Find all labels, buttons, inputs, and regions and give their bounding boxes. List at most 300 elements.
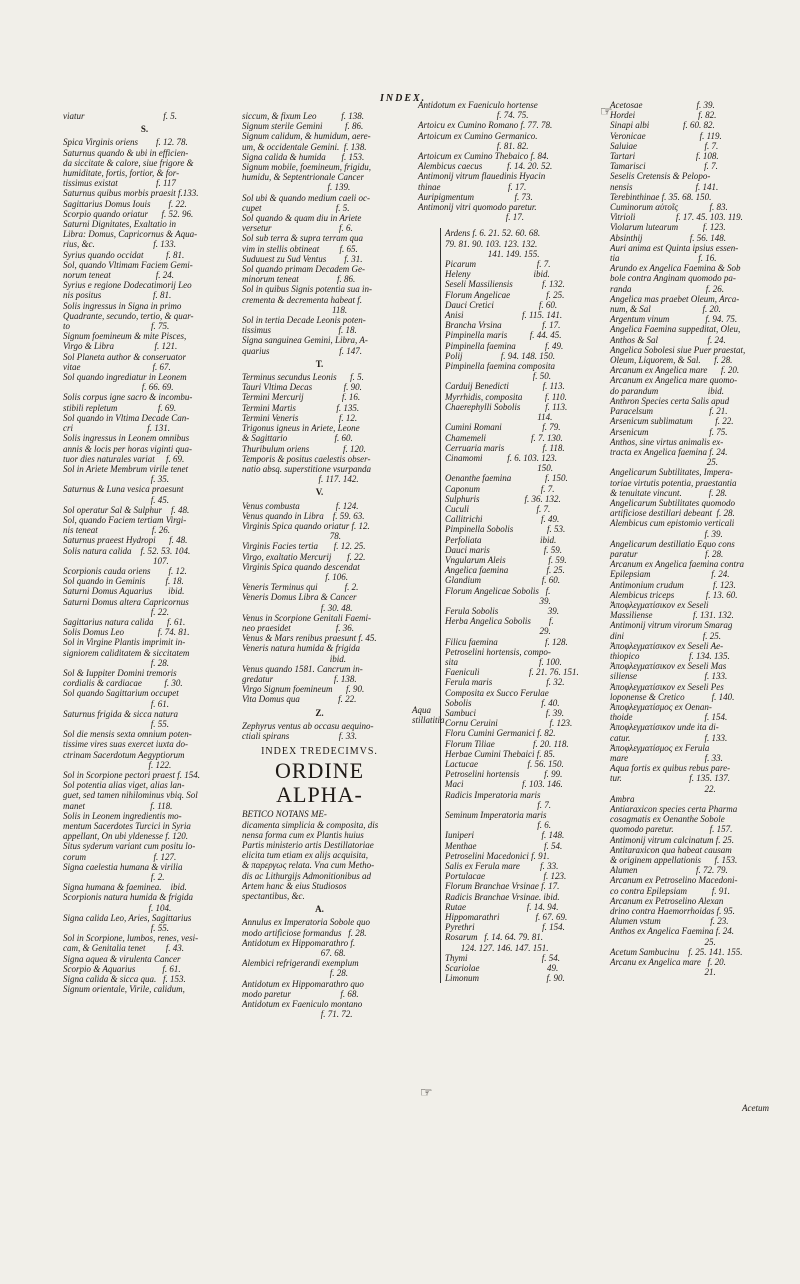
index-entry: Antimonij vitrum calcinatum f. 25. bbox=[610, 834, 734, 845]
index-entry: Cinamomi f. 6. 103. 123. bbox=[445, 452, 558, 463]
index-entry: Hippomarathri f. 67. 69. bbox=[445, 912, 568, 923]
index-entry: Anthron Species certa Salis apud bbox=[610, 395, 730, 406]
index-entry: Arcanum ex Petroselino Alexan bbox=[610, 895, 724, 906]
index-entry: Thymi f. 54. bbox=[445, 952, 561, 963]
index-entry: Argentum vinum f. 94. 75. bbox=[610, 314, 738, 325]
index-entry: Filicu faemina f. 128. bbox=[445, 636, 568, 647]
index-entry: cordialis & cardiacae f. 30. bbox=[63, 678, 183, 689]
index-entry: Solis Domus Leo f. 74. 81. bbox=[63, 627, 190, 638]
index-entry: Alumen vstum f. 23. bbox=[610, 916, 729, 927]
index-entry: annis & locis per horas viginti qua- bbox=[63, 443, 192, 454]
index-entry: Faeniculi f. 21. 76. 151. bbox=[445, 667, 579, 678]
index-entry: Rosarum f. 14. 64. 79. 81. bbox=[445, 932, 544, 943]
index-entry: 29. bbox=[445, 626, 551, 637]
index-entry: Venus in Scorpione Genitali Faemi- bbox=[242, 612, 371, 623]
index-entry: Sol Planeta author & conseruator bbox=[63, 351, 186, 362]
index-entry: corum f. 127. bbox=[63, 851, 177, 862]
index-entry: 114. bbox=[445, 412, 553, 423]
page-header: INDEX. bbox=[380, 93, 427, 104]
index-entry: do parandum ibid. bbox=[610, 385, 725, 396]
index-intro-line: BETICO NOTANS ME- bbox=[242, 809, 327, 820]
index-entry: Alembici refrigerandi exemplum bbox=[242, 958, 359, 969]
index-title: INDEX TREDECIMVS. bbox=[261, 746, 378, 758]
index-entry: Solis ingressus in Signa in primo bbox=[63, 300, 182, 311]
index-entry: Florum Angelicae Sobolis f. bbox=[445, 585, 551, 596]
index-entry: Pimpinella faemina f. 49. bbox=[445, 340, 564, 351]
index-intro-line: spectantibus, &c. bbox=[242, 891, 305, 902]
index-entry: ctrinam Sacerdotum Aegyptiorum bbox=[63, 749, 185, 760]
index-entry: thinae f. 17. bbox=[418, 181, 527, 192]
index-entry: Angelicarum destillatio Equo cons bbox=[610, 538, 735, 549]
index-entry: Solis in Leonem ingredientis mo- bbox=[63, 810, 182, 821]
index-column-2 bbox=[242, 111, 397, 1019]
index-entry: Sol quando ingrediatur in Leonem bbox=[63, 372, 187, 383]
index-entry: f. 28. bbox=[242, 968, 349, 979]
index-entry: Myrrhidis, composita f. 110. bbox=[445, 391, 567, 402]
index-entry: Florum Tiliae f. 20. 118. bbox=[445, 738, 569, 749]
index-entry: Sol quando primam Decadem Ge- bbox=[242, 264, 365, 275]
index-entry: Ἀποφλεγματίσικον ex Seseli Mas bbox=[610, 661, 727, 672]
index-entry: Florum Angelicae f. 25. bbox=[445, 289, 565, 300]
index-intro-line: & παρεργως relata. Vna cum Metho- bbox=[242, 860, 375, 871]
index-entry: f. 22. bbox=[63, 606, 170, 617]
index-entry: Seminum Imperatoria maris bbox=[445, 810, 547, 821]
index-entry: mare f. 33. bbox=[610, 753, 723, 763]
index-entry: tur. f. 135. 137. bbox=[610, 773, 731, 784]
index-entry: Venus combusta f. 124. bbox=[242, 500, 359, 511]
index-entry: Tauri Vltima Decas f. 90. bbox=[242, 382, 362, 393]
index-entry: thoide f. 154. bbox=[610, 712, 728, 723]
index-entry: modo paretur f. 68. bbox=[242, 988, 359, 999]
index-entry: Sol ubi & quando medium caeli oc- bbox=[242, 192, 370, 203]
index-entry: Salis ex Ferula mare f. 33. bbox=[445, 861, 559, 872]
index-entry: f. 81. 82. bbox=[418, 140, 529, 151]
index-intro-line: nensa forma cum ex Plantis huius bbox=[242, 829, 364, 840]
index-entry: Arsenicum sublimatum f. 22. bbox=[610, 416, 734, 427]
index-entry: manet f. 118. bbox=[63, 800, 173, 811]
index-entry: Virgo & Libra f. 121. bbox=[63, 341, 178, 352]
index-entry: catur. f. 133. bbox=[610, 732, 728, 743]
index-entry: f. 104. bbox=[63, 902, 172, 913]
index-entry: & Sagittario f. 60. bbox=[242, 433, 353, 444]
index-entry: f. 122. bbox=[63, 759, 172, 770]
index-entry: Sol in quibus Signis potentia sua in- bbox=[242, 284, 373, 295]
index-entry: & tenuitate vincunt. f. 28. bbox=[610, 487, 727, 498]
index-entry: Saturnus quibus morbis praesit f.133. bbox=[63, 188, 199, 199]
index-entry: f. 66. 69. bbox=[63, 382, 174, 393]
index-entry: viatur f. 5. bbox=[63, 111, 177, 121]
index-entry: Tamarisci f. 7. bbox=[610, 161, 718, 172]
index-entry: Maci f. 103. 146. bbox=[445, 779, 563, 790]
index-entry: Antimonij vitrum flauedinis Hyacin bbox=[418, 171, 546, 182]
index-entry: Herbae Cumini Thebaici f. 85. bbox=[445, 748, 555, 759]
index-entry: Scorpio & Aquarius f. 61. bbox=[63, 963, 181, 974]
index-column-1 bbox=[63, 111, 226, 994]
index-entry: ctiali spirans f. 33. bbox=[242, 730, 358, 741]
index-entry: Solis corpus igne sacro & incombu- bbox=[63, 392, 193, 403]
index-entry: Sagittarius Domus Iouis f. 22. bbox=[63, 198, 187, 209]
index-entry: Venus & Mars renibus praesunt f. 45. bbox=[242, 633, 377, 644]
index-entry: Ἀποφλεγματίσμος ex Oenan- bbox=[610, 701, 712, 712]
index-entry: Radicis Imperatoria maris bbox=[445, 789, 541, 800]
index-entry: signiorem caliditatem & siccitatem bbox=[63, 647, 190, 658]
index-entry: Ambra bbox=[610, 793, 635, 804]
index-entry: Rutae f. 14. 94. bbox=[445, 901, 559, 912]
index-entry: sita f. 100. bbox=[445, 656, 562, 667]
index-entry: Chamemeli f. 7. 130. bbox=[445, 432, 563, 443]
index-column-4 bbox=[610, 100, 770, 977]
index-entry: Sol in Scorpione pectori praest f. 154. bbox=[63, 770, 200, 780]
index-entry: f. 74. 75. bbox=[418, 110, 529, 121]
index-entry: nis positus f. 81. bbox=[63, 290, 172, 301]
index-entry: Termini Veneris f. 12. bbox=[242, 412, 358, 423]
index-entry: Ferula Sobolis 39. bbox=[445, 605, 559, 616]
index-entry: humiditate, fortis, fortior, & for- bbox=[63, 168, 180, 179]
index-entry: Signa sanguinea Gemini, Libra, A- bbox=[242, 335, 368, 346]
index-entry: ibid. bbox=[242, 653, 347, 664]
index-entry: Veneris natura humida & frigida bbox=[242, 643, 361, 654]
index-entry: Pyrethri f. 154. bbox=[445, 922, 565, 933]
index-entry: Angelica Sobolesi siue Puer praestat, bbox=[610, 344, 746, 355]
index-entry: Saluiae f. 7. bbox=[610, 140, 719, 151]
index-entry: Cuminorum αὐτοῖς f. 83. bbox=[610, 202, 728, 213]
pointing-hand-icon: ☞ bbox=[420, 1086, 433, 1101]
index-entry: Signa aquea & virulenta Cancer bbox=[63, 953, 181, 964]
index-entry: Signa calida & sicca qua. f. 153. bbox=[63, 974, 186, 985]
index-entry: Antimonium crudum f. 123. bbox=[610, 579, 736, 590]
index-entry: Seseli Massiliensis f. 132. bbox=[445, 279, 565, 290]
index-entry: Saturni Domus altera Capricornus bbox=[63, 596, 189, 607]
index-entry: Cuculi f. 7. bbox=[445, 503, 551, 514]
index-entry: Sambuci f. 39. bbox=[445, 707, 564, 718]
index-entry: humidu, & Septentrionale Cancer bbox=[242, 172, 364, 183]
index-entry: & originem appellationis f. 153. bbox=[610, 855, 738, 866]
index-entry: Virginis Spica quando oriatur f. 12. bbox=[242, 520, 370, 531]
index-entry: thiopico f. 134. 135. bbox=[610, 650, 730, 661]
index-entry: Lactucae f. 56. 150. bbox=[445, 759, 564, 769]
index-intro-line: dis ac Lithurgijs Admonitionibus ad bbox=[242, 870, 372, 881]
index-entry: cupet f. 5. bbox=[242, 202, 350, 213]
index-entry: Saturnus & Luna vesica praesunt bbox=[63, 484, 184, 495]
index-entry: Arcanum ex Angelica faemina contra bbox=[610, 559, 744, 570]
index-entry: Syrius quando occidat f. 81. bbox=[63, 249, 185, 260]
index-entry: Sol quando & quam diu in Ariete bbox=[242, 213, 362, 224]
index-entry: Veneris Terminus qui f. 2. bbox=[242, 582, 359, 593]
index-entry: Anisi f. 115. 141. bbox=[445, 310, 563, 321]
index-column-3 bbox=[418, 100, 583, 983]
index-entry: versetur f. 6. bbox=[242, 223, 353, 234]
index-entry: natio absq. superstitione vsurpanda bbox=[242, 463, 372, 474]
index-entry: Scariolae 49. bbox=[445, 963, 559, 974]
index-entry: bole contra Anginam quomodo pa- bbox=[610, 273, 736, 284]
index-entry: Zephyrus ventus ab occasu aequino- bbox=[242, 720, 374, 731]
index-entry: tissime vires suas exercet iuxta do- bbox=[63, 739, 189, 750]
index-entry: tracta ex Angelica faemina f. 24. bbox=[610, 446, 728, 457]
index-entry: f. 6. bbox=[445, 820, 552, 831]
index-entry: Venus quando 1581. Cancrum in- bbox=[242, 663, 363, 674]
index-entry: Epilepsiam f. 24. bbox=[610, 569, 730, 580]
index-entry: Massiliense f. 131. 132. bbox=[610, 610, 734, 621]
index-entry: Trigonus igneus in Ariete, Leone bbox=[242, 423, 360, 434]
index-entry: Terebinthinae f. 35. 68. 150. bbox=[610, 191, 712, 202]
index-entry: f. 61. bbox=[63, 698, 170, 709]
index-entry: Arsenicum f. 75. bbox=[610, 426, 728, 437]
index-entry: 22. bbox=[610, 783, 716, 794]
index-entry: Floru Cumini Germanici f. 82. bbox=[445, 728, 556, 739]
index-entry: Vngularum Aleis f. 59. bbox=[445, 554, 567, 565]
index-intro-line: elicita tum etiam ex alijs acquisita, bbox=[242, 850, 368, 861]
index-entry: f. 106. bbox=[242, 571, 349, 582]
index-entry: Ἀποφλεγματίσικον ex Seseli Ae- bbox=[610, 640, 724, 651]
index-entry: Sol in Ariete Membrum virile tenet bbox=[63, 463, 189, 474]
index-entry: Sol, quando Vltimam Faciem Gemi- bbox=[63, 259, 193, 270]
index-entry: Solis ingressus in Leonem omnibus bbox=[63, 433, 190, 444]
index-entry: Herba Angelica Sobolis f. bbox=[445, 616, 554, 627]
index-entry: Portulacae f. 123. bbox=[445, 871, 567, 882]
index-entry: randa f. 26. bbox=[610, 283, 725, 294]
index-entry: 141. 149. 155. bbox=[445, 248, 540, 259]
index-entry: Signum calidum, & humidum, aere- bbox=[242, 131, 371, 142]
index-entry: Composita ex Succo Ferulae bbox=[445, 687, 549, 698]
index-entry: Carduij Benedicti f. 113. bbox=[445, 381, 565, 392]
index-entry: loponense & Cretico f. 140. bbox=[610, 691, 735, 702]
index-entry: Radicis Branchae Vrsinae. ibid. bbox=[445, 891, 560, 902]
index-entry: Signum mobile, foemineum, frigidu, bbox=[242, 162, 371, 173]
index-entry: to f. 75. bbox=[63, 321, 170, 332]
index-entry: f. 117. 142. bbox=[242, 474, 359, 485]
index-entry: Spica Virginis oriens f. 12. 78. bbox=[63, 137, 188, 148]
index-entry: nis teneat f. 26. bbox=[63, 525, 170, 536]
index-entry: 79. 81. 90. 103. 123. 132. bbox=[445, 238, 538, 249]
index-entry: Signa caelestia humana & virilia bbox=[63, 861, 183, 872]
index-entry: f. 7. bbox=[445, 799, 552, 810]
index-entry: Sol sub terra & supra terram qua bbox=[242, 233, 364, 244]
index-entry: Petroselini Macedonici f. 91. bbox=[445, 850, 550, 861]
index-entry: V. bbox=[315, 487, 324, 498]
index-entry: f. 55. bbox=[63, 923, 170, 934]
index-entry: Angelica Faemina suppeditat, Oleu, bbox=[610, 324, 741, 335]
index-entry: gredatur f. 138. bbox=[242, 673, 357, 684]
index-entry: Dauci Cretici f. 60. bbox=[445, 299, 558, 310]
index-entry: Scorpionis natura humida & frigida bbox=[63, 892, 194, 903]
index-entry: Virgo, exaltatio Mercurij f. 22. bbox=[242, 551, 366, 562]
index-entry: Signum sterile Gemini f. 86. bbox=[242, 121, 364, 132]
index-entry: Sol operatur Sal & Sulphur f. 48. bbox=[63, 504, 190, 515]
index-entry: Acetum Sambucinu f. 25. 141. 155. bbox=[610, 946, 743, 957]
index-entry: Veneris Domus Libra & Cancer bbox=[242, 592, 357, 603]
index-entry: norum teneat f. 24. bbox=[63, 270, 174, 281]
index-entry: Saturni Dignitates, Exaltatio in bbox=[63, 219, 176, 230]
index-entry: artificiose destillari debeant f. 28. bbox=[610, 508, 735, 519]
index-entry: Ἀποφλεγματίσικον unde ita di- bbox=[610, 722, 719, 733]
index-entry: Sol & Iuppiter Domini tremoris bbox=[63, 667, 177, 678]
index-entry: Antimonij vitri quomodo paretur. bbox=[418, 202, 537, 213]
index-entry: num, & Sal f. 20. bbox=[610, 304, 721, 315]
index-entry: vim in stellis obtineat f. 65. bbox=[242, 243, 358, 254]
index-intro-line: Partis ministerio artis Destillatoriae bbox=[242, 840, 374, 850]
index-entry: Sulphuris f. 36. 132. bbox=[445, 493, 561, 504]
index-entry: Pimpinella faemina composita bbox=[445, 361, 555, 372]
index-entry: appellant, On ubi yldenesse f. 120. bbox=[63, 831, 188, 842]
index-entry: Petroselini hortensis, compo- bbox=[445, 646, 551, 657]
index-entry: Caponum f. 7. bbox=[445, 483, 555, 494]
index-entry: 67. 68. bbox=[242, 948, 346, 959]
index-entry: Z. bbox=[315, 707, 324, 718]
index-entry: f. 55. bbox=[63, 718, 170, 729]
index-entry: vitae f. 67. bbox=[63, 361, 171, 372]
index-entry: Angelicarum Subtilitates, Impera- bbox=[610, 467, 733, 478]
index-entry: Saturnus praeest Hydropi f. 48. bbox=[63, 535, 188, 546]
index-entry: Antitaraxicon qua habeat causam bbox=[610, 844, 732, 855]
index-entry: Sol quando in Geminis f. 18. bbox=[63, 576, 184, 587]
index-entry: Ardens f. 6. 21. 52. 60. 68. bbox=[445, 228, 541, 239]
index-entry: T. bbox=[315, 358, 324, 369]
index-entry: Arcanum ex Angelica mare quomo- bbox=[610, 375, 738, 386]
index-entry: Iuniperi f. 148. bbox=[445, 830, 565, 841]
index-entry: Solis natura calida f. 52. 53. 104. bbox=[63, 545, 191, 556]
index-entry: Quadrante, secundo, tertio, & quar- bbox=[63, 310, 194, 321]
index-entry: f. 28. bbox=[63, 657, 170, 668]
index-entry: modo artificiose formandus f. 28. bbox=[242, 927, 367, 938]
index-entry: Sol in Virgine Plantis imprimit in- bbox=[63, 637, 186, 648]
index-entry: Angelica faemina f. 25. bbox=[445, 565, 565, 576]
index-entry: Signum orientale, Virile, calidum, bbox=[63, 984, 185, 995]
index-entry: Terminus secundus Leonis f. 5. bbox=[242, 372, 364, 383]
index-entry: Signa calida & humida f. 153. bbox=[242, 151, 365, 162]
index-entry: f. 30. 48. bbox=[242, 602, 353, 613]
index-entry: Alembicus triceps f. 13. 60. bbox=[610, 589, 738, 600]
index-entry: Saturni Domus Aquarius ibid. bbox=[63, 586, 185, 597]
index-entry: Alumen f. 72. 79. bbox=[610, 865, 728, 876]
index-entry: Arcanum ex Petroselino Macedoni- bbox=[610, 875, 738, 886]
index-entry: Oenanthe faemina f. 150. bbox=[445, 473, 568, 484]
index-entry: Absinthij f. 56. 148. bbox=[610, 232, 727, 243]
index-entry: Acetosae f. 39. bbox=[610, 100, 715, 110]
margin-label: Aqua stillatitia bbox=[412, 705, 445, 725]
index-entry: da siccitate & calore, siue frigore & bbox=[63, 157, 194, 168]
index-entry: Anthos, sine virtus animalis ex- bbox=[610, 436, 724, 447]
index-entry: Sagittarius natura calida f. 61. bbox=[63, 616, 186, 627]
index-entry: Libra: Domus, Capricornus & Aqua- bbox=[63, 229, 198, 240]
index-entry: Pimpinella Sobolis f. 53. bbox=[445, 524, 566, 535]
index-entry: f. 45. bbox=[63, 494, 170, 505]
index-entry: toriae virtutis potentia, praestantia bbox=[610, 477, 737, 488]
index-intro-line: dicamenta simplicia & composita, dis bbox=[242, 819, 379, 830]
index-entry: Virginis Facies tertia f. 12. 25. bbox=[242, 541, 366, 552]
index-entry: Aqua fortis ex quibus rebus pare- bbox=[610, 763, 731, 774]
index-entry: f. 2. bbox=[63, 872, 165, 883]
index-entry: Thuribulum oriens f. 120. bbox=[242, 443, 366, 454]
index-entry: dini f. 25. bbox=[610, 630, 722, 641]
index-entry: Dauci maris f. 59. bbox=[445, 544, 562, 555]
index-entry: Sol potentia alias viget, alias lan- bbox=[63, 780, 185, 791]
index-entry: Antimonij vitrum virorum Smarag bbox=[610, 620, 733, 631]
index-entry: Artoicum ex Cumino Germanico. bbox=[418, 130, 538, 141]
index-entry: nensis f. 141. bbox=[610, 181, 719, 192]
index-entry: Arcanum ex Angelica mare f. 20. bbox=[610, 365, 740, 376]
index-entry: Ἀποφλεγματίσικον ex Seseli bbox=[610, 599, 709, 610]
index-intro-line: Artem hanc & eius Studiosos bbox=[242, 880, 347, 891]
index-entry: 25. bbox=[610, 936, 716, 947]
index-entry: Tartari f. 108. bbox=[610, 151, 719, 162]
index-entry: Glandium f. 60. bbox=[445, 575, 561, 586]
index-entry: Signa humana & faeminea. ibid. bbox=[63, 882, 187, 893]
index-entry: Hordei f. 82. bbox=[610, 110, 717, 121]
index-entry: Seselis Cretensis & Pelopo- bbox=[610, 171, 711, 182]
index-entry: Scorpionis cauda oriens f. 12. bbox=[63, 565, 187, 576]
index-entry: Sobolis f. 40. bbox=[445, 697, 560, 708]
pointing-hand-icon: ☞ bbox=[600, 105, 613, 120]
index-entry: f. 139. bbox=[242, 182, 351, 193]
index-entry: mentum Sacerdotes Turcici in Syria bbox=[63, 821, 191, 832]
index-entry: guet, sed tamen nihilominus vbiq. Sol bbox=[63, 790, 198, 801]
index-entry: 39. bbox=[445, 595, 551, 606]
index-entry: Pimpinella maris f. 44. 45. bbox=[445, 330, 562, 341]
index-entry: Antidotum ex Hippomarathro f. bbox=[242, 937, 356, 948]
index-entry: Oleum, Liquorem, & Sal. f. 28. bbox=[610, 355, 733, 366]
index-entry: Antidotum ex Faeniculo hortense bbox=[418, 100, 538, 110]
index-entry: Veronicae f. 119. bbox=[610, 130, 722, 141]
index-entry: Venus quando in Libra f. 59. 63. bbox=[242, 510, 365, 521]
index-entry: Petroselini hortensis f. 99. bbox=[445, 769, 563, 780]
index-entry: Cumini Romani f. 79. bbox=[445, 422, 561, 433]
index-entry: Sinapi albi f. 60. 82. bbox=[610, 120, 715, 131]
section-letter: A. bbox=[315, 904, 324, 915]
index-entry: rius, &c. f. 133. bbox=[63, 239, 177, 250]
catchword: Acetum bbox=[742, 1103, 769, 1113]
index-entry: Syrius e regione Dodecatimorij Leo bbox=[63, 280, 192, 291]
index-entry: Perfoliata ibid. bbox=[445, 534, 557, 545]
index-entry: Polij f. 94. 148. 150. bbox=[445, 350, 555, 361]
index-entry: Termini Mercurij f. 16. bbox=[242, 392, 361, 403]
index-entry: tissimus existat f. 117 bbox=[63, 178, 176, 189]
index-entry: 78. bbox=[242, 531, 341, 542]
index-entry: Artoicu ex Cumino Romano f. 77. 78. bbox=[418, 120, 553, 131]
index-entry: Termini Martis f. 135. bbox=[242, 402, 360, 413]
index-entry: 150. bbox=[445, 463, 553, 474]
index-entry: Alembicus caecus f. 14. 20. 52. bbox=[418, 161, 553, 172]
index-entry: minorum teneat f. 86. bbox=[242, 274, 356, 285]
index-entry: cri f. 131. bbox=[63, 423, 170, 434]
index-entry: Limonum f. 90. bbox=[445, 973, 565, 984]
index-entry: Signa calida Leo, Aries, Sagittarius bbox=[63, 912, 192, 923]
index-entry: Virginis Spica quando descendat bbox=[242, 561, 360, 572]
index-entry: 124. 127. 146. 147. 151. bbox=[445, 942, 549, 953]
index-entry: Scorpio quando oriatur f. 52. 96. bbox=[63, 208, 194, 219]
index-entry: Auri anima est Quinta ipsius essen- bbox=[610, 242, 739, 253]
index-entry: tuor dies naturales variat f. 69. bbox=[63, 453, 185, 464]
index-entry: Anthos & Sal f. 24. bbox=[610, 334, 726, 345]
index-entry: Arundo ex Angelica Faemina & Sob bbox=[610, 263, 741, 274]
index-entry: crementa & decrementa habeat f. bbox=[242, 294, 363, 305]
index-entry: siliense f. 133. bbox=[610, 671, 728, 682]
index-entry: Annulus ex Imperatoria Sobole quo bbox=[242, 917, 370, 928]
index-entry: Alembicus cum epistomio verticali bbox=[610, 518, 735, 529]
index-entry: um, & occidentale Gemini. f. 138. bbox=[242, 141, 367, 152]
index-entry: Cornu Ceruini f. 123. bbox=[445, 718, 573, 729]
index-entry: drino contra Haemorrhoidas f. 95. bbox=[610, 906, 735, 917]
index-entry: cosagmatis ex Oenanthe Sobole bbox=[610, 814, 725, 825]
index-entry: Vita Domus qua f. 22. bbox=[242, 694, 357, 705]
index-entry: quarius f. 147. bbox=[242, 345, 363, 356]
index-entry: Vitrioli f. 17. 45. 103. 119. bbox=[610, 212, 743, 223]
index-entry: Virgo Signum foemineum f. 90. bbox=[242, 684, 365, 695]
index-entry: co contra Epilepsiam f. 91. bbox=[610, 885, 730, 896]
index-entry: Anthos ex Angelica Faemina f. 24. bbox=[610, 926, 735, 937]
index-entry: Paracelsum f. 21. bbox=[610, 406, 728, 417]
index-entry: Saturnus frigida & sicca natura bbox=[63, 708, 179, 719]
index-entry: tia f. 16. bbox=[610, 253, 717, 264]
